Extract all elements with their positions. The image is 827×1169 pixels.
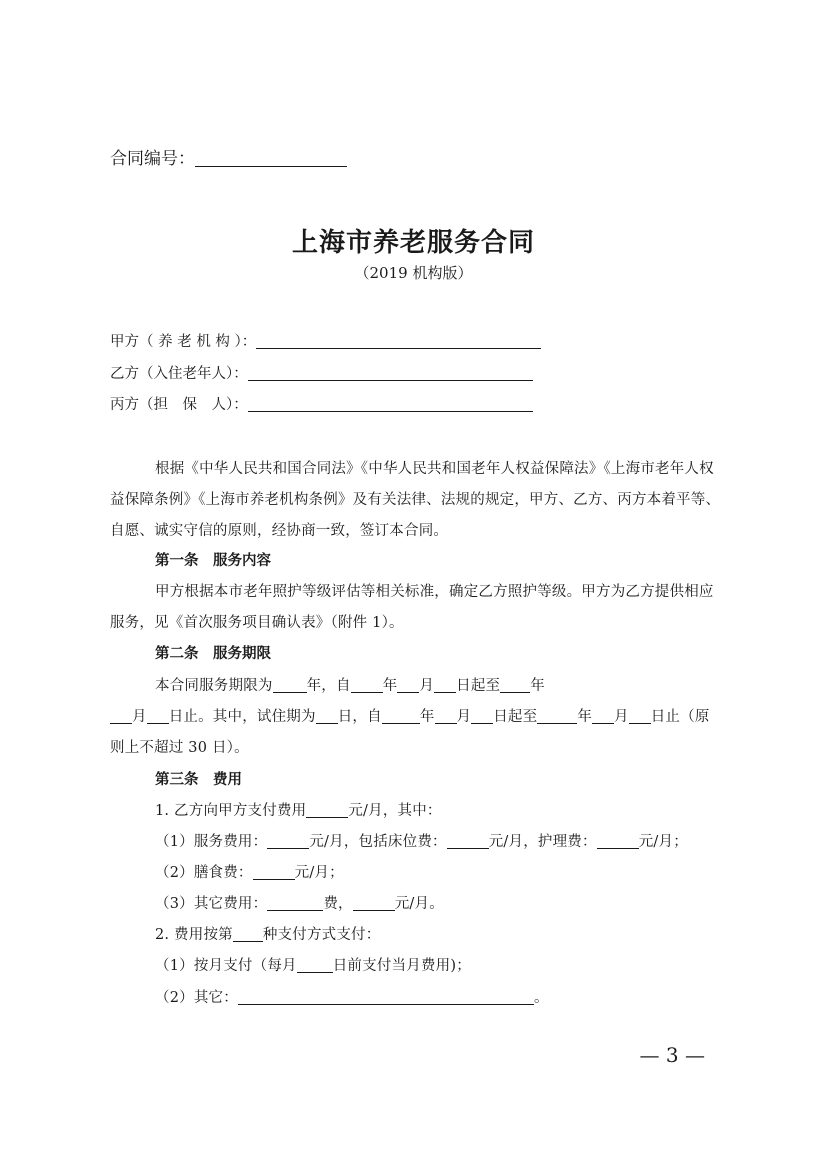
party-c-label: 丙方（担 保 人）： — [110, 397, 248, 413]
article-1-heading: 第一条 服务内容 — [155, 552, 271, 569]
party-a — [110, 330, 541, 351]
article-3-pay-1: （1）按月支付（每月 日前支付当月费用)； — [155, 958, 471, 974]
page-number: — 3 — — [639, 1043, 705, 1067]
contract-number-blank — [195, 149, 347, 167]
article-1-line-1: 甲方根据本市老年照护等级评估等相关标准，确定乙方照护等级。甲方为乙方提供相应 — [155, 584, 714, 600]
contract-number-field — [110, 144, 347, 169]
article-3-sub-2: （2）膳食费： 元/月； — [155, 865, 344, 881]
article-3-item-2: 2. 费用按第 种支付方式支付： — [155, 927, 381, 943]
party-b-label: 乙方（入住老年人）： — [110, 366, 248, 382]
article-3-heading: 第三条 费用 — [155, 771, 242, 788]
contract-number-label: 合同编号： — [110, 149, 195, 169]
party-c-blank — [248, 397, 533, 413]
article-2-heading: 第二条 服务期限 — [155, 645, 271, 662]
party-a-blank — [256, 334, 541, 350]
article-2-line-2: 月 日止。其中，试住期为 日，自 年 月 日起至 年 月 日止（原 — [110, 705, 710, 726]
article-1-line-2: 服务，见《首次服务项目确认表》（附件 1）。 — [110, 615, 404, 631]
party-b-blank — [248, 366, 533, 382]
article-3-item-1: 1. 乙方向甲方支付费用 元/月，其中： — [155, 803, 442, 819]
preamble-line-1: 根据《中华人民共和国合同法》《中华人民共和国老年人权益保障法》《上海市老年人权 — [155, 461, 714, 477]
preamble-line-2: 益保障条例》《上海市养老机构条例》及有关法律、法规的规定，甲方、乙方、丙方本着平等、 — [110, 492, 721, 508]
party-b — [110, 362, 533, 383]
preamble-line-3: 自愿、诚实守信的原则，经协商一致，签订本合同。 — [110, 523, 449, 539]
party-c — [110, 393, 533, 414]
document-title: 上海市养老服务合同 — [291, 228, 535, 258]
article-3-sub-1: （1）服务费用： 元/月，包括床位费： 元/月，护理费： 元/月； — [155, 834, 688, 850]
article-2-line-1: 本合同服务期限为 年，自 年 月 日起至 年 — [155, 678, 545, 694]
article-3-sub-3: （3）其它费用： 费， 元/月。 — [155, 896, 444, 912]
article-2-line-3: 则上不超过 30 日）。 — [110, 740, 249, 756]
party-a-label: 甲方（ 养 老 机 构 ）： — [110, 334, 257, 350]
article-3-pay-2: （2）其它： 。 — [155, 990, 549, 1006]
document-subtitle: （2019 机构版） — [354, 264, 473, 282]
